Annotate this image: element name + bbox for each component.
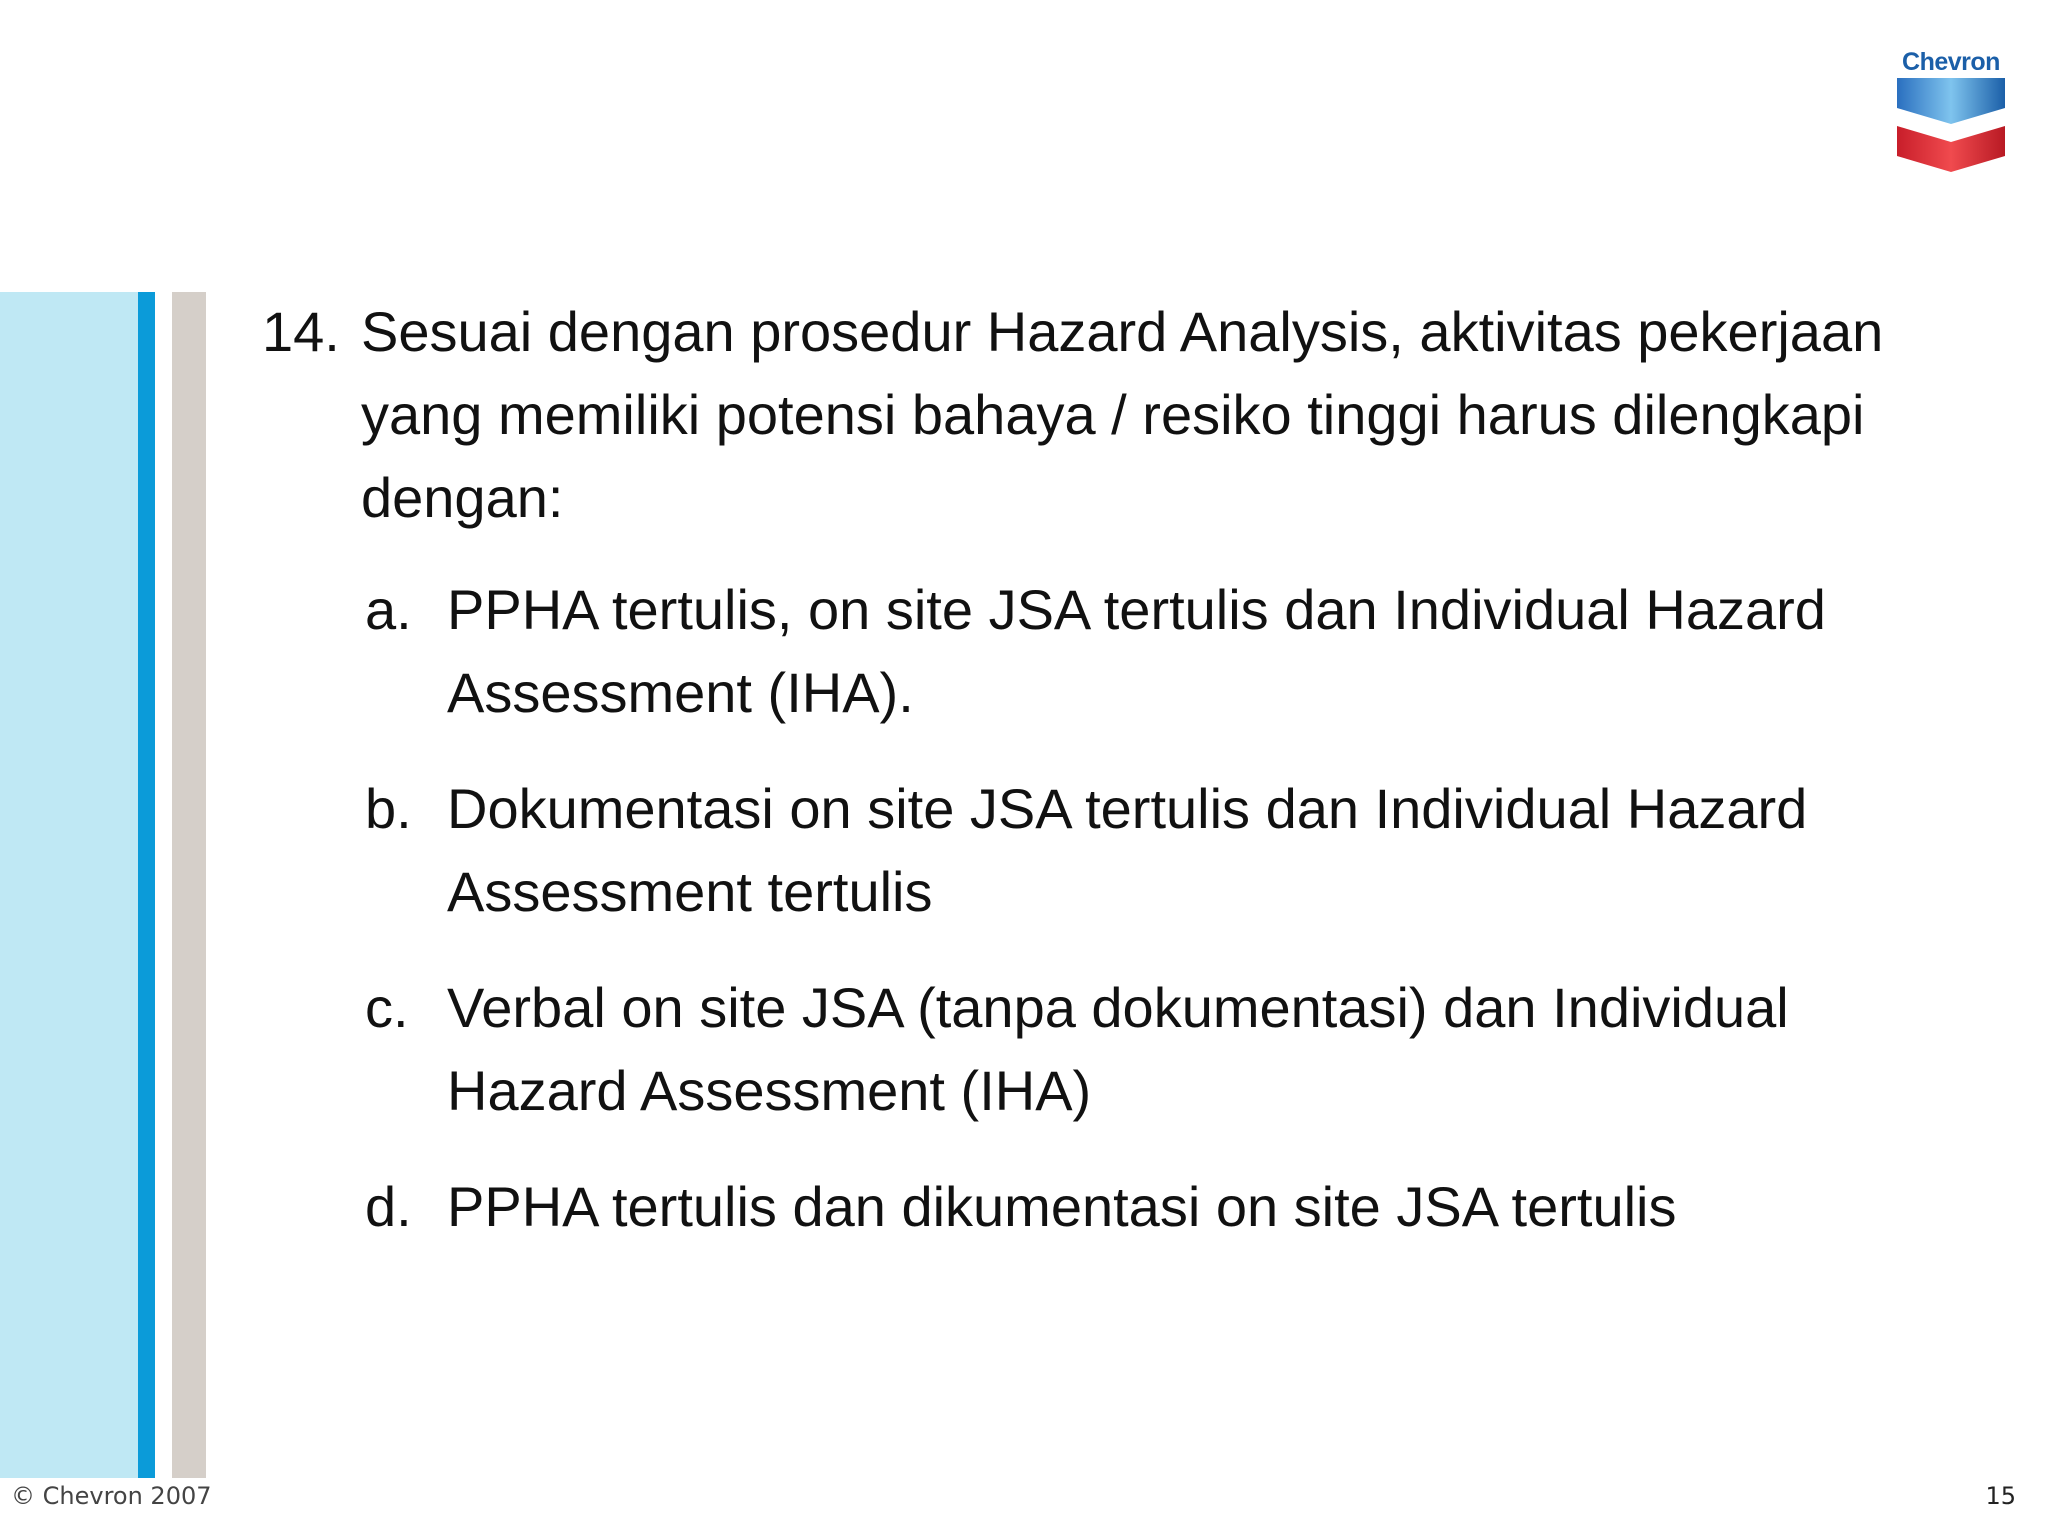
chevron-logo	[1890, 48, 2012, 172]
chevron-logo-icon	[1897, 78, 2005, 172]
option-text: PPHA tertulis, on site JSA tertulis dan Individual Hazard Assessment (IHA).	[447, 578, 1826, 724]
page-number: 15	[1985, 1482, 2016, 1510]
left-decor-gray-bar	[172, 292, 206, 1478]
option-a[interactable]	[365, 568, 1925, 734]
option-letter: d.	[365, 1175, 412, 1238]
option-d[interactable]	[365, 1165, 1925, 1248]
answer-options	[365, 568, 1925, 1281]
option-text: Dokumentasi on site JSA tertulis dan Individual Hazard Assessment tertulis	[447, 777, 1808, 923]
option-letter: b.	[365, 777, 412, 840]
copyright-notice: © Chevron 2007	[11, 1482, 212, 1510]
option-c[interactable]	[365, 966, 1925, 1132]
left-decor-light-blue-bar	[0, 292, 138, 1478]
question-number: 14.	[262, 300, 340, 363]
question	[262, 290, 1942, 539]
logo-wordmark: Chevron	[1902, 48, 2000, 76]
option-letter: a.	[365, 578, 412, 641]
question-text: Sesuai dengan prosedur Hazard Analysis, aktivitas pekerjaan yang memiliki potensi bahaya / resiko tinggi harus dilengkapi dengan:	[361, 300, 1884, 529]
option-text: PPHA tertulis dan dikumentasi on site JSA tertulis	[447, 1175, 1677, 1238]
option-b[interactable]	[365, 767, 1925, 933]
left-decor-blue-bar	[138, 292, 155, 1478]
option-letter: c.	[365, 976, 409, 1039]
option-text: Verbal on site JSA (tanpa dokumentasi) dan Individual Hazard Assessment (IHA)	[447, 976, 1789, 1122]
